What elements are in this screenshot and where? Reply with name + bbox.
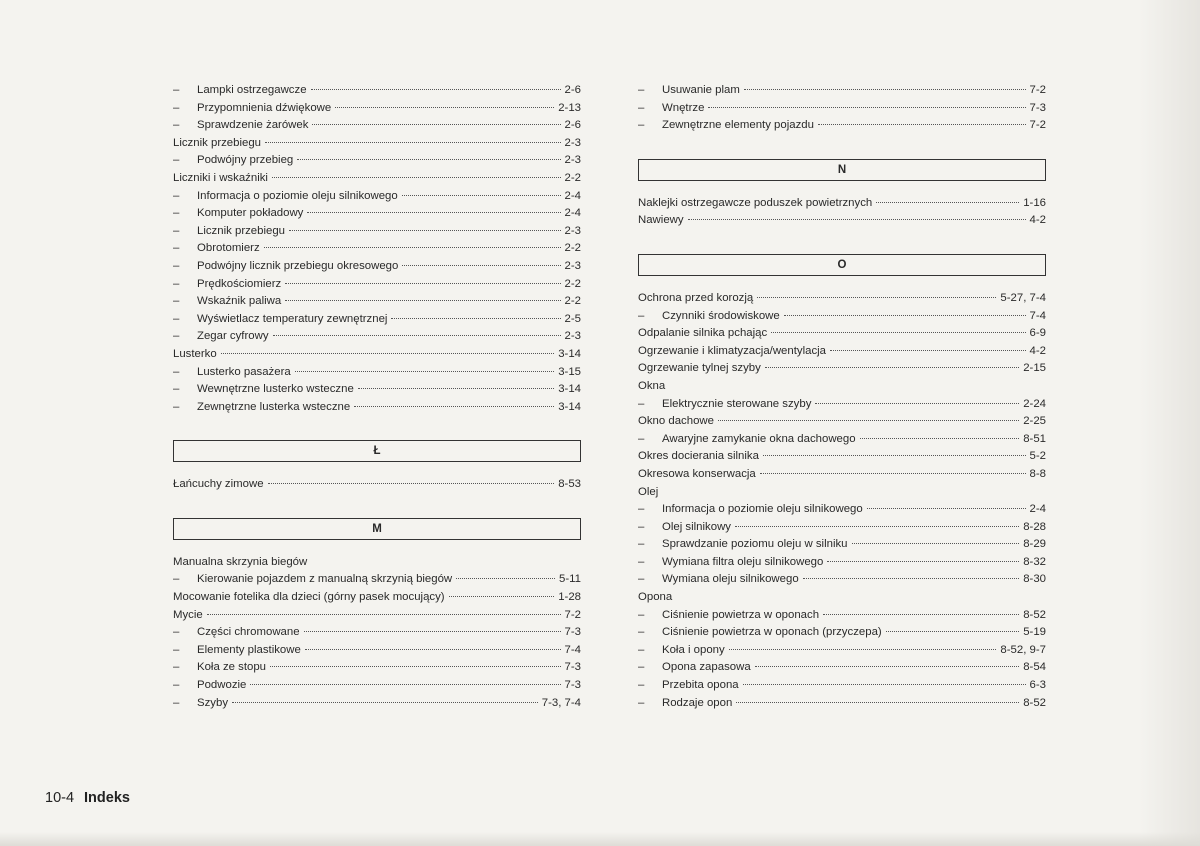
index-subentry [173,100,581,118]
index-subentry [638,695,1046,713]
entry-label: Zewnętrzne lusterka wsteczne [197,400,351,413]
entry-page-ref: 7-4 [564,643,581,656]
index-subentry [173,659,581,677]
index-subentry [638,519,1046,537]
dot-leader [729,649,997,650]
entry-dash: – [638,520,645,533]
entry-page-ref: 8-52 [1023,608,1046,621]
dot-leader [886,631,1019,632]
entry-page-ref: 1-28 [558,591,581,604]
entry-dash: – [173,643,180,656]
dot-leader [763,455,1026,456]
entry-page-ref: 8-54 [1023,661,1046,674]
entry-list [173,82,581,416]
entry-label: Elementy plastikowe [197,643,301,656]
page-bottom-shadow [0,832,1200,846]
index-subentry [173,328,581,346]
entry-page-ref: 2-5 [564,312,581,325]
entry-label: Liczniki i wskaźniki [173,171,268,184]
entry-page-ref: 2-25 [1023,415,1046,428]
entry-page-ref: 2-6 [564,84,581,96]
entry-dash: – [173,400,180,413]
index-entry [638,343,1046,361]
entry-page-ref: 8-32 [1023,555,1046,568]
index-entry [638,195,1046,213]
entry-label: Okres docierania silnika [638,450,759,463]
index-subentry [173,695,581,713]
entry-label: Wnętrze [662,101,705,114]
dot-leader [307,212,560,213]
entry-page-ref: 5-27, 7-4 [1000,291,1046,304]
entry-dash: – [173,84,180,96]
index-subentry [638,642,1046,660]
entry-page-ref: 4-2 [1029,214,1046,227]
index-entry [638,378,1046,396]
entry-page-ref: 2-13 [558,101,581,114]
dot-leader [771,332,1025,333]
index-subentry [173,677,581,695]
index-subentry [173,642,581,660]
entry-page-ref: 8-28 [1023,520,1046,533]
page-edge-shadow [1140,0,1200,846]
entry-dash: – [173,101,180,114]
entry-label: Czynniki środowiskowe [662,309,780,322]
entry-label: Wyświetlacz temperatury zewnętrznej [197,312,388,325]
entry-dash: – [173,119,180,132]
dot-leader [860,438,1020,439]
page-number: 10-4 [45,790,75,806]
entry-page-ref: 8-52, 9-7 [1000,643,1046,656]
entry-dash: – [173,661,180,674]
index-subentry [173,381,581,399]
entry-page-ref: 7-3 [564,626,581,639]
dot-leader [270,666,561,667]
entry-list [638,195,1046,230]
letter-heading-n: N [638,159,1046,181]
entry-label: Olej [638,485,659,498]
entry-dash: – [173,330,180,343]
entry-dash: – [173,696,180,709]
index-subentry [638,677,1046,695]
entry-page-ref: 7-2 [1029,84,1046,96]
dot-leader [823,614,1019,615]
index-entry [638,290,1046,308]
entry-label: Okresowa konserwacja [638,467,756,480]
entry-label: Wewnętrzne lusterko wsteczne [197,383,354,396]
index-subentry [173,399,581,417]
entry-label: Nawiewy [638,214,684,227]
entry-dash: – [173,277,180,290]
section-title: Indeks [84,790,130,806]
entry-label: Szyby [197,696,229,709]
dot-leader [335,107,554,108]
entry-label: Okno dachowe [638,415,714,428]
dot-leader [391,318,560,319]
dot-leader [760,473,1026,474]
dot-leader [265,142,561,143]
entry-dash: – [638,679,645,692]
dot-leader [876,202,1019,203]
entry-label: Usuwanie plam [662,84,740,96]
entry-label: Naklejki ostrzegawcze poduszek powietrznych [638,196,873,209]
index-subentry [638,431,1046,449]
entry-label: Lusterko pasażera [197,365,291,378]
entry-page-ref: 6-9 [1029,327,1046,340]
index-column-right [638,82,1046,712]
dot-leader [311,89,561,90]
entry-page-ref: 6-3 [1029,679,1046,692]
entry-label: Podwozie [197,679,247,692]
entry-label: Przypomnienia dźwiękowe [197,101,332,114]
dot-leader [784,315,1026,316]
entry-dash: – [638,626,645,639]
entry-label: Podwójny licznik przebiegu okresowego [197,259,399,272]
entry-list [638,290,1046,712]
entry-dash: – [638,397,645,410]
entry-page-ref: 2-2 [564,295,581,308]
dot-leader [272,177,561,178]
index-subentry [173,205,581,223]
index-entry [638,589,1046,607]
entry-page-ref: 2-6 [564,119,581,132]
entry-label: Kierowanie pojazdem z manualną skrzynią biegów [197,573,453,586]
entry-label: Ochrona przed korozją [638,291,754,304]
entry-dash: – [638,503,645,516]
dot-leader [289,230,561,231]
entry-page-ref: 5-11 [559,573,581,586]
entry-page-ref: 7-3 [564,679,581,692]
dot-leader [304,631,561,632]
entry-page-ref: 2-3 [564,224,581,237]
dot-leader [757,297,996,298]
index-entry [638,484,1046,502]
index-entry [638,360,1046,378]
dot-leader [743,684,1026,685]
entry-page-ref: 7-2 [564,608,581,621]
entry-dash: – [173,242,180,255]
entry-dash: – [638,101,645,114]
entry-label: Wymiana oleju silnikowego [662,573,799,586]
entry-label: Ogrzewanie i klimatyzacja/wentylacja [638,344,827,357]
entry-dash: – [173,207,180,220]
index-subentry [638,82,1046,100]
index-subentry [173,258,581,276]
entry-label: Zewnętrzne elementy pojazdu [662,119,814,132]
entry-label: Manualna skrzynia biegów [173,555,308,568]
entry-label: Ciśnienie powietrza w oponach (przyczepa) [662,626,882,639]
entry-dash: – [173,154,180,167]
dot-leader [744,89,1026,90]
index-subentry [638,536,1046,554]
index-subentry [638,117,1046,135]
entry-page-ref: 5-2 [1029,450,1046,463]
entry-page-ref: 2-3 [564,330,581,343]
index-subentry [638,100,1046,118]
dot-leader [708,107,1025,108]
dot-leader [718,420,1019,421]
dot-leader [207,614,561,615]
index-subentry [173,82,581,100]
entry-label: Sprawdzanie poziomu oleju w silniku [662,538,848,551]
entry-label: Informacja o poziomie oleju silnikowego [662,503,863,516]
entry-page-ref: 2-4 [564,189,581,202]
entry-label: Mycie [173,608,203,621]
dot-leader [250,684,560,685]
entry-label: Prędkościomierz [197,277,282,290]
entry-page-ref: 1-16 [1023,196,1046,209]
entry-page-ref: 2-4 [1029,503,1046,516]
dot-leader [273,335,561,336]
entry-label: Koła ze stopu [197,661,267,674]
letter-heading-l: Ł [173,440,581,462]
index-entry [173,346,581,364]
index-subentry [638,554,1046,572]
entry-page-ref: 7-2 [1029,119,1046,132]
entry-dash: – [638,608,645,621]
dot-leader [449,596,555,597]
entry-label: Olej silnikowy [662,520,731,533]
entry-dash: – [173,224,180,237]
index-entry [173,170,581,188]
dot-leader [830,350,1026,351]
entry-dash: – [173,312,180,325]
entry-dash: – [173,626,180,639]
entry-label: Komputer pokładowy [197,207,304,220]
dot-leader [736,702,1019,703]
index-subentry [638,308,1046,326]
entry-label: Ogrzewanie tylnej szyby [638,362,761,375]
dot-leader [268,483,555,484]
entry-dash: – [173,679,180,692]
entry-list [638,82,1046,135]
page-footer [45,790,130,806]
index-subentry [173,117,581,135]
dot-leader [232,702,538,703]
entry-page-ref: 7-3, 7-4 [541,696,581,709]
entry-label: Części chromowane [197,626,300,639]
dot-leader [755,666,1020,667]
entry-page-ref: 8-29 [1023,538,1046,551]
entry-dash: – [638,643,645,656]
entry-page-ref: 8-51 [1023,432,1046,445]
dot-leader [221,353,554,354]
entry-dash: – [173,383,180,396]
entry-dash: – [638,573,645,586]
entry-label: Okna [638,379,666,392]
letter-heading-o: O [638,254,1046,276]
index-entry [638,413,1046,431]
entry-label: Licznik przebiegu [197,224,286,237]
entry-page-ref: 7-3 [564,661,581,674]
entry-dash: – [638,538,645,551]
entry-page-ref: 3-14 [558,347,581,360]
entry-dash: – [173,295,180,308]
entry-dash: – [173,365,180,378]
dot-leader [688,219,1026,220]
index-subentry [173,188,581,206]
index-subentry [638,396,1046,414]
entry-page-ref: 8-8 [1029,467,1046,480]
index-subentry [173,293,581,311]
index-entry [173,607,581,625]
index-entry [638,466,1046,484]
entry-dash: – [638,309,645,322]
entry-label: Lampki ostrzegawcze [197,84,307,96]
index-subentry [638,501,1046,519]
entry-label: Rodzaje opon [662,696,733,709]
entry-label: Obrotomierz [197,242,260,255]
index-subentry [638,571,1046,589]
entry-dash: – [638,661,645,674]
entry-page-ref: 7-4 [1029,309,1046,322]
entry-page-ref: 5-19 [1023,626,1046,639]
index-entry [638,212,1046,230]
entry-label: Opona zapasowa [662,661,751,674]
entry-label: Wskaźnik paliwa [197,295,282,308]
dot-leader [765,367,1019,368]
index-subentry [173,624,581,642]
entry-dash: – [173,573,180,586]
entry-page-ref: 2-2 [564,242,581,255]
entry-label: Opona [638,591,673,604]
entry-page-ref: 2-2 [564,171,581,184]
entry-list [173,476,581,494]
index-column-left [173,82,581,712]
dot-leader [295,371,554,372]
index-subentry [638,659,1046,677]
entry-page-ref: 2-3 [564,259,581,272]
index-subentry [173,223,581,241]
index-subentry [638,624,1046,642]
index-subentry [173,571,581,589]
index-entry [638,325,1046,343]
entry-page-ref: 2-2 [564,277,581,290]
dot-leader [358,388,554,389]
entry-label: Podwójny przebieg [197,154,294,167]
entry-dash: – [638,696,645,709]
dot-leader [285,300,560,301]
index-entry [173,554,581,572]
entry-label: Awaryjne zamykanie okna dachowego [662,432,856,445]
entry-label: Łańcuchy zimowe [173,478,264,491]
entry-label: Wymiana filtra oleju silnikowego [662,555,824,568]
entry-label: Koła i opony [662,643,725,656]
entry-dash: – [638,119,645,132]
entry-label: Przebita opona [662,679,739,692]
index-subentry [173,364,581,382]
entry-page-ref: 3-14 [558,383,581,396]
dot-leader [285,283,560,284]
dot-leader [735,526,1019,527]
index-subentry [173,240,581,258]
index-subentry [173,152,581,170]
dot-leader [852,543,1020,544]
entry-label: Lusterko [173,347,217,360]
entry-label: Informacja o poziomie oleju silnikowego [197,189,398,202]
entry-dash: – [638,84,645,96]
dot-leader [264,247,561,248]
entry-page-ref: 3-15 [558,365,581,378]
index-entry [638,448,1046,466]
entry-page-ref: 8-52 [1023,696,1046,709]
entry-dash: – [173,189,180,202]
dot-leader [305,649,561,650]
entry-page-ref: 2-3 [564,136,581,149]
dot-leader [297,159,560,160]
entry-dash: – [638,432,645,445]
entry-label: Ciśnienie powietrza w oponach [662,608,820,621]
dot-leader [827,561,1019,562]
entry-page-ref: 7-3 [1029,101,1046,114]
dot-leader [867,508,1026,509]
dot-leader [815,403,1019,404]
entry-label: Odpalanie silnika pchając [638,327,768,340]
index-subentry [173,311,581,329]
entry-page-ref: 4-2 [1029,344,1046,357]
dot-leader [354,406,554,407]
dot-leader [803,578,1020,579]
entry-page-ref: 3-14 [558,400,581,413]
dot-leader [312,124,560,125]
entry-page-ref: 8-30 [1023,573,1046,586]
dot-leader [402,265,560,266]
entry-page-ref: 8-53 [558,478,581,491]
index-entry [173,135,581,153]
entry-label: Mocowanie fotelika dla dzieci (górny pasek mocujący) [173,591,445,604]
entry-page-ref: 2-3 [564,154,581,167]
index-entry [173,589,581,607]
index-subentry [173,276,581,294]
entry-page-ref: 2-24 [1023,397,1046,410]
dot-leader [402,195,561,196]
letter-heading-m: M [173,518,581,540]
entry-page-ref: 2-15 [1023,362,1046,375]
entry-label: Elektrycznie sterowane szyby [662,397,812,410]
entry-page-ref: 2-4 [564,207,581,220]
index-entry [173,476,581,494]
entry-list [173,554,581,712]
dot-leader [456,578,555,579]
entry-label: Zegar cyfrowy [197,330,269,343]
entry-label: Licznik przebiegu [173,136,262,149]
dot-leader [818,124,1026,125]
entry-dash: – [638,555,645,568]
index-subentry [638,607,1046,625]
entry-label: Sprawdzenie żarówek [197,119,309,132]
entry-dash: – [173,259,180,272]
